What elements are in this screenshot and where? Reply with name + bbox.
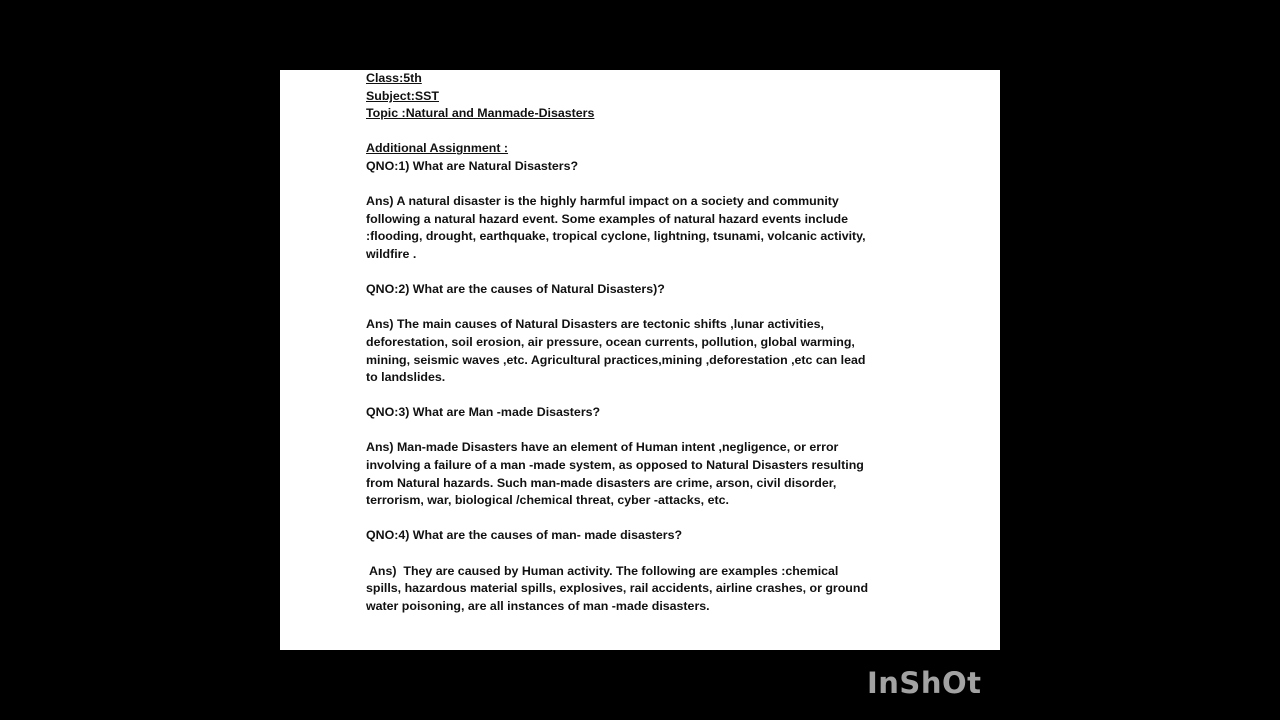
- answer-2-line: deforestation, soil erosion, air pressure, ocean currents, pollution, global warming,: [366, 334, 855, 349]
- question-3: QNO:3) What are Man -made Disasters?: [366, 405, 601, 420]
- answer-4-line: water poisoning, are all instances of man -made disasters.: [366, 598, 710, 613]
- class-line: Class:5th: [366, 71, 422, 85]
- answer-1-line: :flooding, drought, earthquake, tropical cyclone, lightning, tsunami, volcanic activity,: [366, 229, 866, 244]
- answer-4-line: spills, hazardous material spills, explosives, rail accidents, airline crashes, or ground: [366, 581, 869, 596]
- answer-4: [366, 563, 911, 616]
- document-content: [366, 70, 911, 615]
- question-1: QNO:1) What are Natural Disasters?: [366, 158, 579, 173]
- answer-3: [366, 439, 911, 509]
- spacer: [366, 387, 911, 405]
- question-4: QNO:4) What are the causes of man- made disasters?: [366, 528, 683, 543]
- spacer: [366, 264, 911, 282]
- document-page: [280, 70, 1000, 650]
- answer-3-line: from Natural hazards. Such man-made disasters are crime, arson, civil disorder,: [366, 475, 837, 490]
- spacer: [366, 422, 911, 440]
- topic-line: Topic :Natural and Manmade-Disasters: [366, 106, 595, 121]
- answer-1: [366, 193, 911, 263]
- answer-1-line: wildfire .: [366, 246, 417, 261]
- spacer: [366, 299, 911, 317]
- assignment-heading: Additional Assignment :: [366, 141, 509, 156]
- spacer: [366, 545, 911, 563]
- question-2: QNO:2) What are the causes of Natural Disasters)?: [366, 282, 665, 297]
- answer-4-line: Ans) They are caused by Human activity. The following are examples :chemical: [366, 563, 839, 578]
- answer-1-line: following a natural hazard event. Some examples of natural hazard events include: [366, 211, 848, 226]
- answer-3-line: involving a failure of a man -made system, as opposed to Natural Disasters resulting: [366, 458, 864, 473]
- spacer: [366, 510, 911, 528]
- answer-2: [366, 316, 911, 386]
- answer-3-line: Ans) Man-made Disasters have an element of Human intent ,negligence, or error: [366, 440, 839, 455]
- answer-1-line: Ans) A natural disaster is the highly harmful impact on a society and community: [366, 194, 839, 209]
- spacer: [366, 123, 911, 141]
- inshot-watermark: InShOt: [867, 666, 982, 700]
- answer-2-line: mining, seismic waves ,etc. Agricultural practices,mining ,deforestation ,etc can lead: [366, 352, 866, 367]
- answer-3-line: terrorism, war, biological /chemical threat, cyber -attacks, etc.: [366, 493, 729, 508]
- spacer: [366, 176, 911, 194]
- answer-2-line: Ans) The main causes of Natural Disasters are tectonic shifts ,lunar activities,: [366, 317, 824, 332]
- answer-2-line: to landslides.: [366, 370, 446, 385]
- subject-line: Subject:SST: [366, 88, 439, 103]
